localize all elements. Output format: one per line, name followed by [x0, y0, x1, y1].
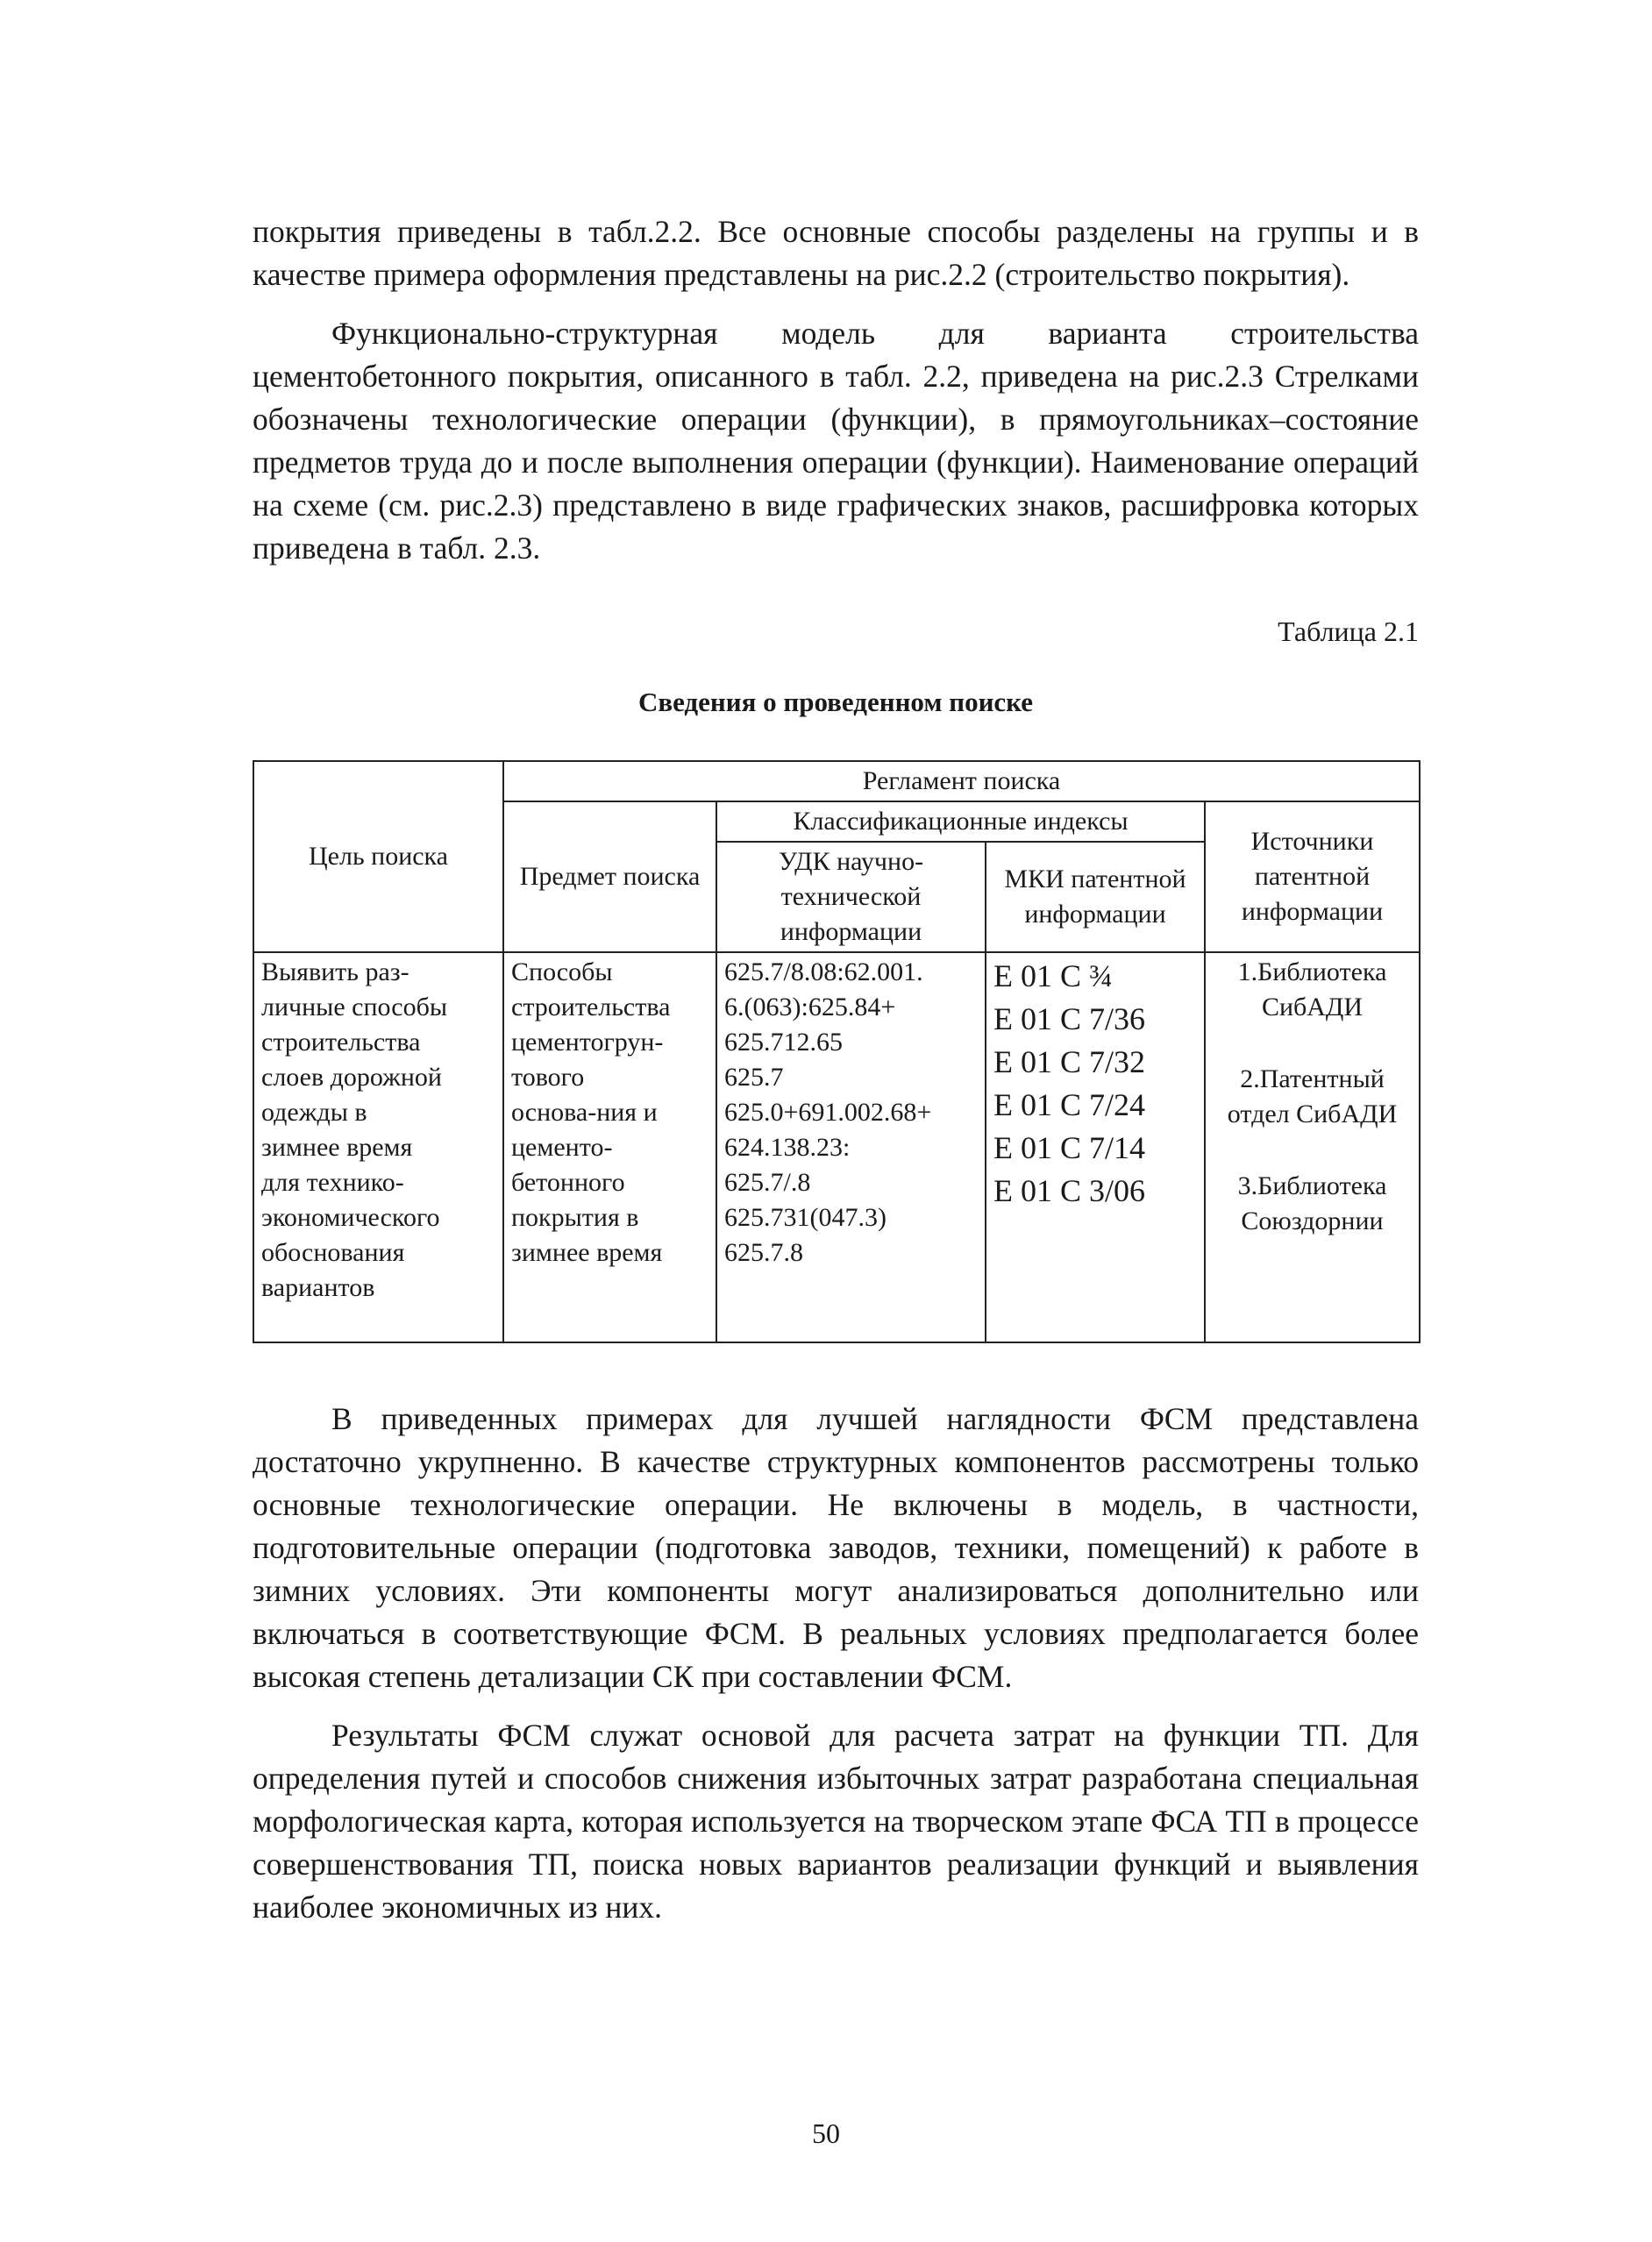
header-udk: УДК научно-технической информации — [716, 842, 986, 952]
header-mki: МКИ патентной информации — [986, 842, 1205, 952]
subject-line: покрытия в — [511, 1203, 639, 1232]
header-goal: Цель поиска — [253, 761, 503, 952]
udk-line: 625.731(047.3) — [724, 1203, 887, 1232]
header-sources: Источники патентной информации — [1205, 801, 1420, 952]
source-item: 2.Патентный отдел СибАДИ — [1227, 1064, 1398, 1128]
udk-line: 624.138.23: — [724, 1133, 851, 1162]
goal-line: обоснования — [261, 1238, 405, 1267]
subject-line: бетонного — [511, 1168, 625, 1197]
table-number: Таблица 2.1 — [1278, 616, 1419, 647]
table-title: Сведения о проведенном поиске — [637, 687, 1034, 717]
paragraph-continued: покрытия приведены в табл.2.2. Все основные способы разделены на группы и в качестве примера оформления представлены на рис.2.2 (строительство покрытия). — [253, 214, 1419, 292]
subject-line: цементогрун- — [511, 1028, 664, 1057]
paragraph-fsm-results: Результаты ФСМ служат основой для расчета затрат на функции ТП. Для определения путей и способов снижения избыточных затрат разработана специальная морфологическая карта, которая используется на творческом этапе ФСА ТП в процессе совершенствования ТП, поиска новых вариантов реализации функций и выявления наиболее экономичных из них. — [253, 1718, 1419, 1925]
page-content — [253, 210, 1419, 1945]
udk-line: 625.0+691.002.68+ — [724, 1098, 932, 1127]
page-number: 50 — [812, 2117, 840, 2149]
subject-line: тового — [511, 1063, 585, 1092]
mki-line: Е 01 С 7/36 — [993, 1001, 1146, 1036]
goal-line: вариантов — [261, 1273, 375, 1302]
subject-line: строительства — [511, 993, 671, 1021]
udk-line: 625.7/8.08:62.001. — [724, 957, 923, 986]
cell-udk — [716, 952, 986, 1342]
source-item: 3.Библиотека Союздорнии — [1237, 1171, 1387, 1235]
header-subject: Предмет поиска — [503, 801, 716, 952]
udk-line: 625.7 — [724, 1063, 784, 1092]
cell-subject — [503, 952, 716, 1342]
mki-line: Е 01 С 7/32 — [993, 1044, 1146, 1079]
mki-line: Е 01 С ¾ — [993, 958, 1114, 993]
goal-line: Выявить раз- — [261, 957, 409, 986]
cell-goal — [253, 952, 503, 1342]
goal-line: зимнее время — [261, 1133, 413, 1162]
source-item: 1.Библиотека СибАДИ — [1237, 957, 1387, 1021]
goal-line: одежды в — [261, 1098, 367, 1127]
goal-line: строительства — [261, 1028, 421, 1057]
udk-line: 625.7/.8 — [724, 1168, 811, 1197]
search-info-table — [253, 760, 1421, 1343]
header-reglament: Регламент поиска — [503, 761, 1420, 801]
subject-line: зимнее время — [511, 1238, 663, 1267]
header-class-indexes: Классификационные индексы — [716, 801, 1205, 842]
udk-line: 6.(063):625.84+ — [724, 993, 896, 1021]
subject-line: цементо- — [511, 1133, 613, 1162]
mki-line: Е 01 С 7/14 — [993, 1130, 1146, 1165]
mki-line: Е 01 С 7/24 — [993, 1087, 1146, 1122]
goal-line: для технико- — [261, 1168, 404, 1197]
goal-line: экономического — [261, 1203, 440, 1232]
goal-line: слоев дорожной — [261, 1063, 442, 1092]
udk-line: 625.712.65 — [724, 1028, 843, 1057]
paragraph-fsm-model: Функционально-структурная модель для варианта строительства цементобетонного покрытия, описанного в табл. 2.2, приведена на рис.2.3 Стрелками обозначены технологические операции (функции), в прямоугольниках–состояние предметов труда до и после выполнения операции (функции). Наименование операций на схеме (см. рис.2.3) представлено в виде графических знаков, расшифровка которых приведена в табл. 2.3. — [253, 316, 1419, 566]
subject-line: основа-ния и — [511, 1098, 658, 1127]
subject-line: Способы — [511, 957, 613, 986]
udk-line: 625.7.8 — [724, 1238, 803, 1267]
cell-mki — [986, 952, 1205, 1342]
paragraph-fsm-examples: В приведенных примерах для лучшей наглядности ФСМ представлена достаточно укрупненно. В качестве структурных компонентов рассмотрены только основные технологические операции. Не включены в модель, в частности, подготовительные операции (подготовка заводов, техники, помещений) к работе в зимних условиях. Эти компоненты могут анализироваться дополнительно или включаться в соответствующие ФСМ. В реальных условиях предполагается более высокая степень детализации СК при составлении ФСМ. — [253, 1401, 1419, 1694]
goal-line: личные способы — [261, 993, 447, 1021]
cell-sources — [1205, 952, 1420, 1342]
mki-line: Е 01 С 3/06 — [993, 1173, 1146, 1208]
